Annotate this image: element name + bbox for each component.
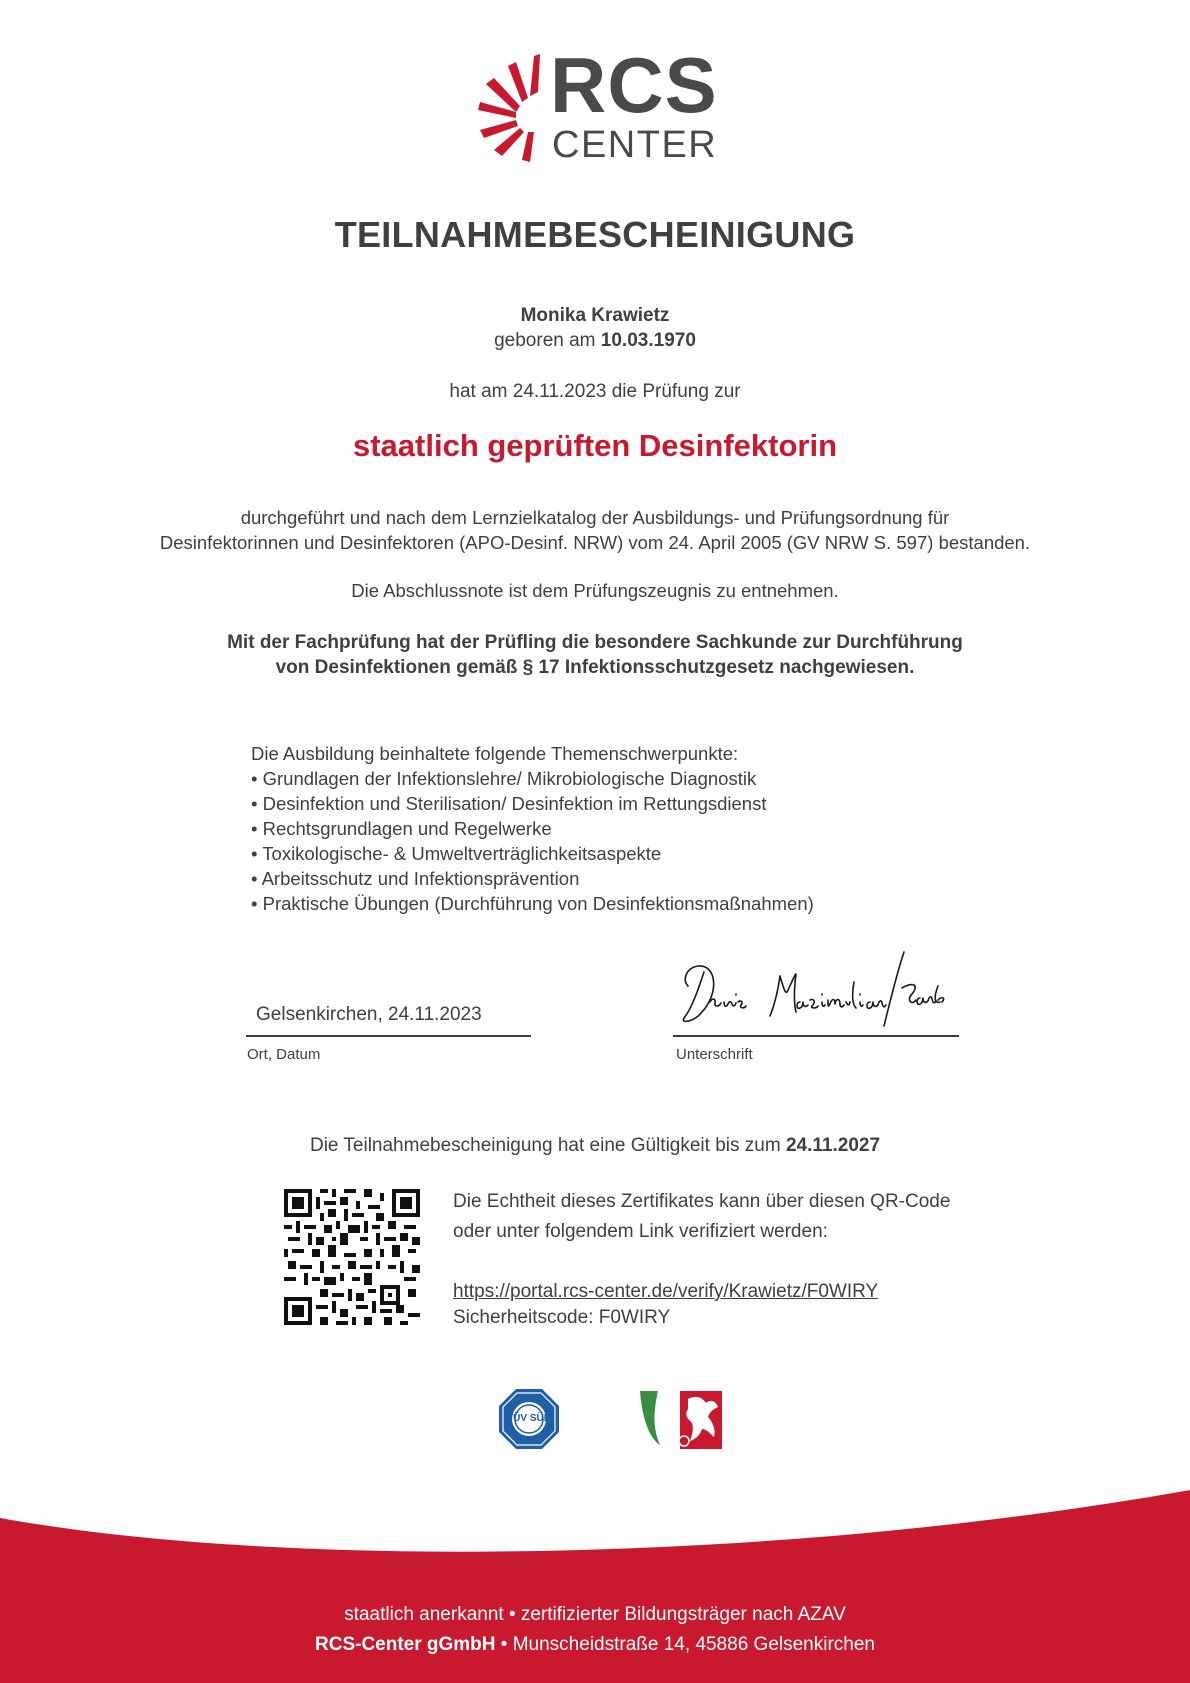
- place-date-label: Ort, Datum: [247, 1046, 321, 1063]
- footer-address: • Munscheidstraße 14, 45886 Gelsenkirchen: [495, 1634, 875, 1655]
- validity-date: 24.11.2027: [785, 1135, 881, 1156]
- regulation-line-2: Desinfektorinnen und Desinfektoren (APO-Desinf. NRW) vom 24. April 2005 (GV NRW S. 597) bestanden.: [159, 532, 1031, 553]
- regulation-line-1: durchgeführt und nach dem Lernzielkatalog der Ausbildungs- und Prüfungsordnung für: [240, 507, 950, 528]
- tuv-seal-text: TÜV SÜD: [507, 1413, 551, 1424]
- competence-statement: [0, 630, 1190, 680]
- validity-prefix: Die Teilnahmebescheinigung hat eine Gültigkeit bis zum: [309, 1135, 781, 1156]
- handwritten-signature: [676, 946, 946, 1036]
- regulation-paragraph: [0, 505, 1190, 555]
- topics-intro: Die Ausbildung beinhaltete folgende Themenschwerpunkte:: [251, 743, 739, 764]
- nrw-coat-of-arms-icon: [640, 1389, 722, 1449]
- competence-line-1: Mit der Fachprüfung hat der Prüfling die besondere Sachkunde zur Durchführung: [227, 632, 963, 653]
- list-item: • Desinfektion und Sterilisation/ Desinfektion im Rettungsdienst: [251, 793, 767, 814]
- born-prefix: geboren am: [494, 330, 596, 351]
- topics-list: [251, 741, 814, 916]
- verification-link[interactable]: https://portal.rcs-center.de/verify/Krawietz/F0WIRY: [453, 1281, 879, 1302]
- certificate-title: TEILNAHMEBESCHEINIGUNG: [334, 214, 856, 255]
- competence-line-2: von Desinfektionen gemäß § 17 Infektionsschutzgesetz nachgewiesen.: [275, 657, 915, 678]
- exam-line: hat am 24.11.2023 die Prüfung zur: [449, 381, 741, 402]
- place-date-value: Gelsenkirchen, 24.11.2023: [256, 1004, 482, 1025]
- sunburst-icon: [478, 52, 542, 162]
- tuv-sued-seal-icon: [498, 1388, 560, 1450]
- validity-line: [0, 1135, 1190, 1157]
- qualification-title: staatlich geprüften Desinfektorin: [352, 428, 838, 463]
- footer-accreditation: staatlich anerkannt • zertifizierter Bildungsträger nach AZAV: [344, 1604, 846, 1625]
- footer-address-line: [0, 1634, 1190, 1656]
- list-item: • Grundlagen der Infektionslehre/ Mikrobiologische Diagnostik: [251, 768, 757, 789]
- place-date-divider: [246, 1035, 531, 1037]
- footer-company: RCS-Center gGmbH: [315, 1634, 496, 1655]
- logo-word-center: CENTER: [552, 124, 718, 166]
- birth-line: [0, 330, 1190, 352]
- verification-spacer: [453, 1247, 950, 1277]
- verification-block: [453, 1187, 950, 1329]
- list-item: • Toxikologische- & Umweltverträglichkeitsaspekte: [251, 843, 662, 864]
- signature-divider: [673, 1035, 959, 1037]
- logo-word-rcs: RCS: [550, 41, 718, 129]
- participant-name: Monika Krawietz: [520, 305, 670, 326]
- qr-code-icon[interactable]: [284, 1189, 420, 1325]
- signature-label: Unterschrift: [676, 1046, 753, 1063]
- grade-note: Die Abschlussnote ist dem Prüfungszeugnis zu entnehmen.: [351, 580, 839, 601]
- list-item: • Rechtsgrundlagen und Regelwerke: [251, 818, 552, 839]
- list-item: • Praktische Übungen (Durchführung von Desinfektionsmaßnahmen): [251, 893, 814, 914]
- security-code: Sicherheitscode: F0WIRY: [453, 1307, 671, 1328]
- verification-line-1: Die Echtheit dieses Zertifikates kann über diesen QR-Code: [453, 1191, 951, 1212]
- verification-line-2: oder unter folgendem Link verifiziert werden:: [453, 1221, 828, 1242]
- list-item: • Arbeitsschutz und Infektionsprävention: [251, 868, 580, 889]
- rcs-center-logo: [478, 41, 718, 168]
- birth-date: 10.03.1970: [600, 330, 696, 351]
